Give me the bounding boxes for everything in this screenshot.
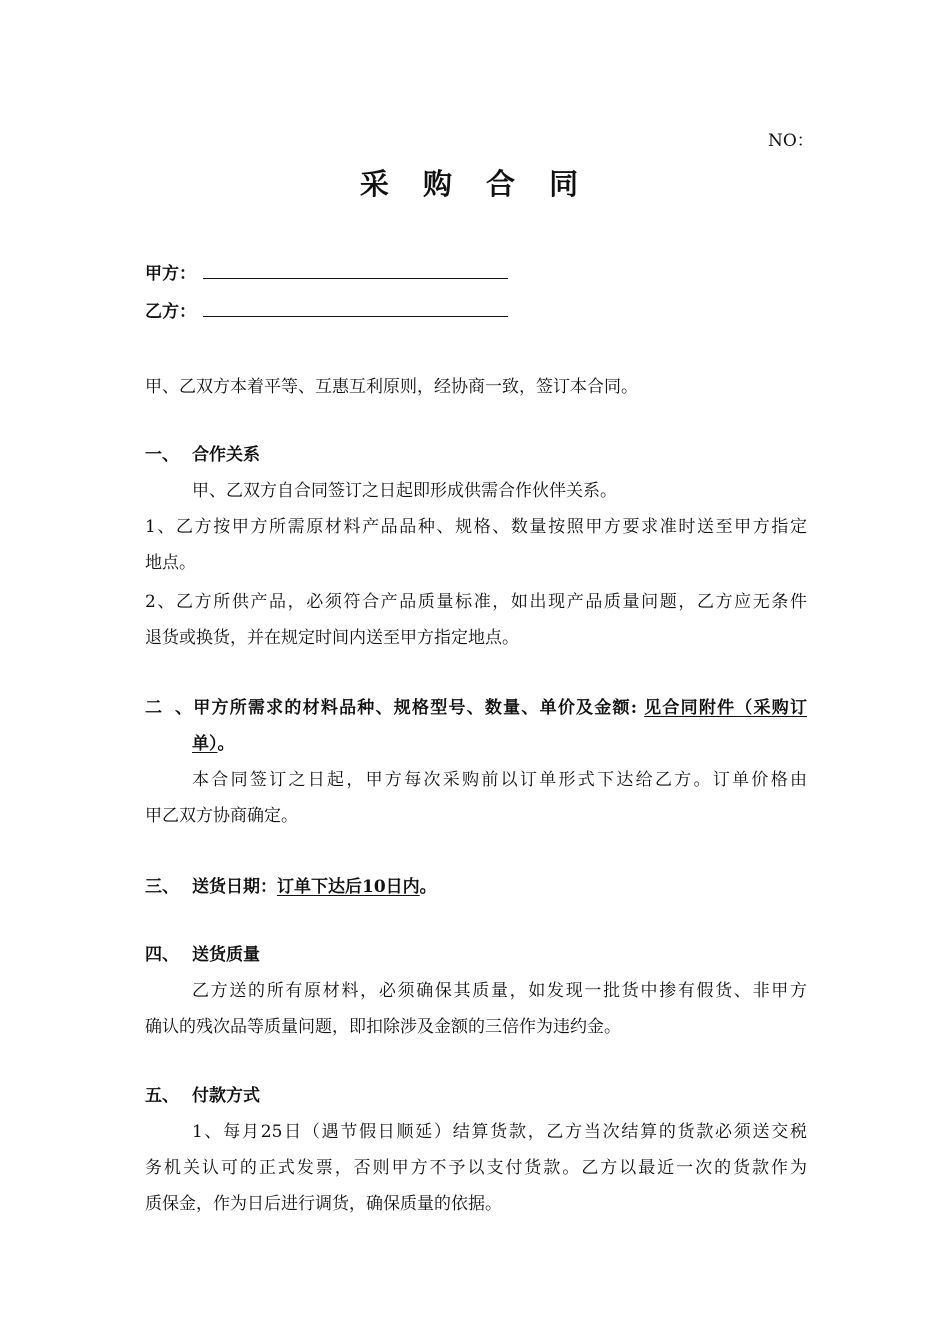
section-4-para-line-1: 乙方送的所有原材料，必须确保其质量，如发现一批货中掺有假货、非甲方 <box>192 981 807 1001</box>
section-2-attachment-ref-1: 见合同附件（采购订 <box>644 698 807 718</box>
party-a-label <box>145 259 201 284</box>
section-5-heading <box>145 1081 807 1106</box>
section-2-para-line-2: 甲乙双方协商确定。 <box>145 806 298 826</box>
section-5-number: 五、 <box>145 1086 179 1106</box>
section-1-item-1-line-1: 1、乙方按甲方所需原材料产品品种、规格、数量按照甲方要求准时送至甲方指定 <box>145 517 807 537</box>
section-1-item-1-line-2: 地点。 <box>145 553 196 573</box>
section-2-para-line-1: 本合同签订之日起，甲方每次采购前以订单形式下达给乙方。订单价格由 <box>192 770 807 790</box>
section-1-item-2-line-2: 退货或换货，并在规定时间内送至甲方指定地点。 <box>145 628 519 648</box>
preamble-paragraph: 甲、乙双方本着平等、互惠互利原则，经协商一致，签订本合同。 <box>145 377 638 397</box>
section-1-para-0: 甲、乙双方自合同签订之日起即形成供需合作伙伴关系。 <box>192 481 617 501</box>
section-3-delivery-term: 订单下达后10日内 <box>277 877 420 897</box>
section-2-heading <box>145 693 807 718</box>
party-a-blank-line <box>203 278 508 279</box>
party-b-label <box>145 297 201 322</box>
section-4-number: 四、 <box>145 945 179 965</box>
section-3-heading <box>145 872 807 897</box>
section-4-heading <box>145 940 807 965</box>
section-2-heading-cont <box>192 729 807 754</box>
section-2-attachment-ref-2: 单） <box>192 734 218 754</box>
party-b-text: 乙方： <box>145 302 196 322</box>
section-5-para-line-3: 质保金，作为日后进行调货，确保质量的依据。 <box>145 1194 502 1214</box>
section-1-title: 合作关系 <box>192 445 260 465</box>
party-a-text: 甲方： <box>145 264 196 284</box>
section-4-title: 送货质量 <box>192 945 260 965</box>
section-4-para-line-2: 确认的残次品等质量问题，即扣除涉及金额的三倍作为违约金。 <box>145 1017 621 1037</box>
section-5-para-line-2: 务机关认可的正式发票，否则甲方不予以支付货款。乙方以最近一次的货款作为 <box>145 1158 807 1178</box>
section-3-title: 送货日期： <box>192 877 277 897</box>
section-1-item-2-line-1: 2、乙方所供产品，必须符合产品质量标准，如出现产品质量问题，乙方应无条件 <box>145 592 807 612</box>
section-2-title: 甲方所需求的材料品种、规格型号、数量、单价及金额: <box>192 698 645 718</box>
section-1-heading <box>145 440 807 465</box>
section-5-para-line-1: 1、每月25日（遇节假日顺延）结算货款，乙方当次结算的货款必须送交税 <box>192 1122 807 1142</box>
party-b-blank-line <box>203 316 508 317</box>
section-3-tail: 。 <box>419 877 437 897</box>
section-1-number: 一、 <box>145 445 179 465</box>
section-2-number: 二、 <box>145 698 192 718</box>
contract-number-label: NO： <box>768 131 814 151</box>
section-3-number: 三、 <box>145 877 179 897</box>
contract-title: 采 购 合 同 <box>359 167 591 201</box>
section-5-title: 付款方式 <box>192 1086 260 1106</box>
section-2-heading-tail: 。 <box>217 734 235 754</box>
